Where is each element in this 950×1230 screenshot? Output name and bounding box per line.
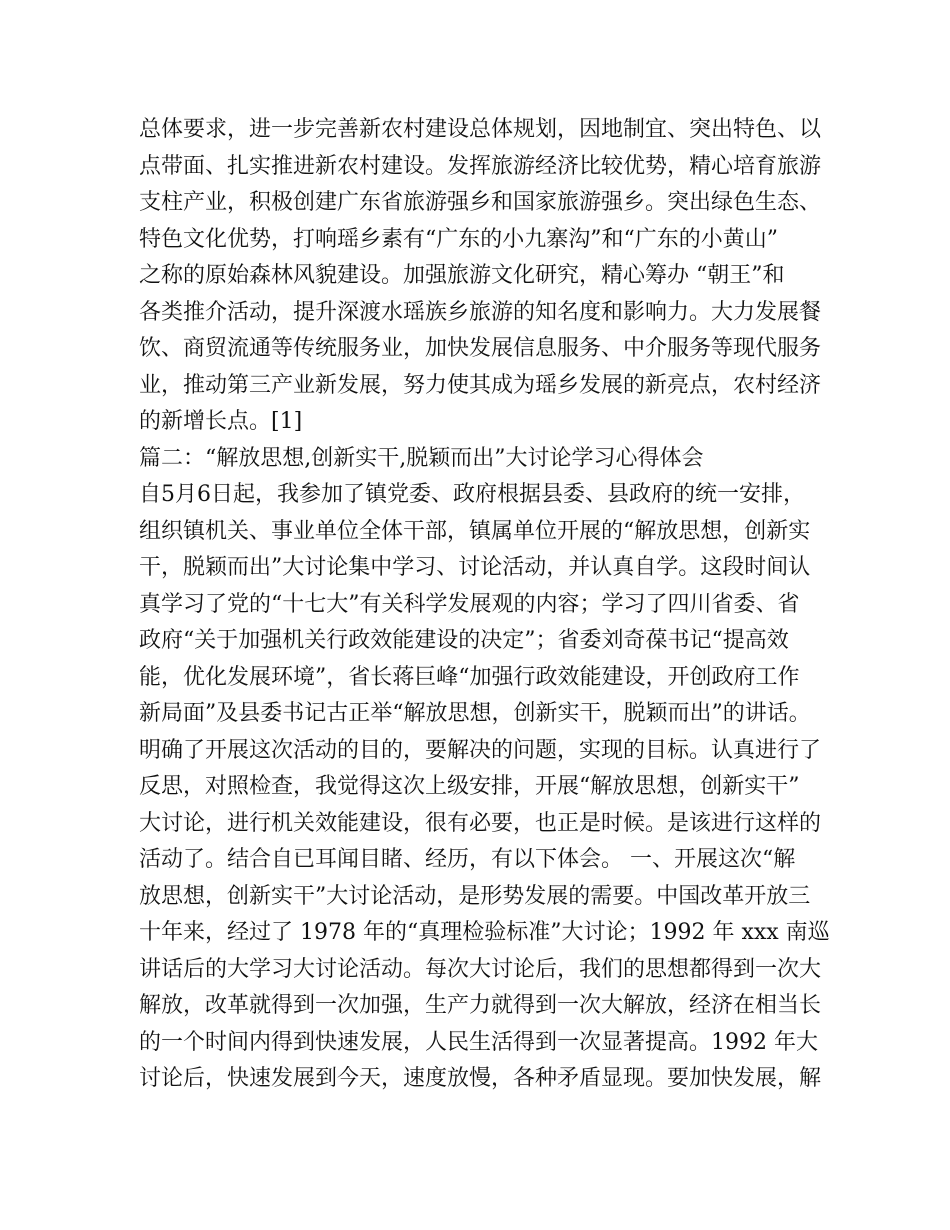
text-line: 政府“关于加强机关行政效能建设的决定”；省委刘奇葆书记“提高效 (139, 628, 789, 653)
text-line: 业，推动第三产业新发展，努力使其成为瑶乡发展的新亮点，农村经济 (139, 372, 822, 398)
text-line: 特色文化优势，打响瑶乡素有“广东的小九寨沟”和“广东的小黄山” (139, 226, 778, 252)
text-line: 放思想，创新实干”大讨论活动，是形势发展的需要。中国改革开放三 (139, 883, 811, 909)
text-line: 解放，改革就得到一次加强，生产力就得到一次大解放，经济在相当长 (139, 993, 822, 1018)
text-line: 新局面”及县委书记古正举“解放思想，创新实干，脱颖而出”的讲话。 (139, 701, 811, 726)
text-line: 反思，对照检查，我觉得这次上级安排，开展“解放思想，创新实干” (139, 774, 800, 799)
text-line: 干，脱颖而出”大讨论集中学习、讨论活动，并认真自学。这段时间认 (139, 555, 811, 580)
text-line: 活动了。结合自已耳闻目睹、经历，有以下体会。 一、开展这次“解 (139, 847, 796, 872)
text-line: 真学习了党的“十七大”有关科学发展观的内容；学习了四川省委、省 (139, 591, 800, 617)
text-line: 饮、商贸流通等传统服务业，加快发展信息服务、中介服务等现代服务 (139, 336, 822, 361)
text-line: 讨论后，快速发展到今天，速度放慢，各种矛盾显现。要加快发展，解 (139, 1066, 822, 1091)
text-line: 自5月6日起，我参加了镇党委、政府根据县委、县政府的统一安排， (139, 482, 805, 507)
section-heading: 篇二：“解放思想,创新实干,脱颖而出”大讨论学习心得体会 (139, 445, 704, 471)
text-line: 大讨论，进行机关效能建设，很有必要，也正是时候。是该进行这样的 (139, 810, 822, 836)
text-line: 能，优化发展环境”，省长蒋巨峰“加强行政效能建设，开创政府工作 (139, 664, 800, 690)
text-line: 组织镇机关、事业单位全体干部，镇属单位开展的“解放思想，创新实 (139, 518, 811, 544)
text-line: 十年来，经过了 1978 年的“真理检验标准”大讨论；1992 年 xxx 南巡 (139, 920, 830, 945)
text-line: 总体要求，进一步完善新农村建设总体规划，因地制宜、突出特色、以 (139, 117, 822, 142)
body-text (139, 112, 829, 1098)
text-line: 点带面、扎实推进新农村建设。发挥旅游经济比较优势，精心培育旅游 (139, 153, 822, 179)
text-line: 之称的原始森林风貌建设。加强旅游文化研究，精心筹办 “朝王”和 (139, 263, 785, 288)
text-line: 支柱产业，积极创建广东省旅游强乡和国家旅游强乡。突出绿色生态、 (139, 190, 822, 215)
text-line: 的新增长点。[1] (139, 409, 303, 434)
text-line: 各类推介活动，提升深渡水瑶族乡旅游的知名度和影响力。大力发展餐 (139, 299, 822, 325)
text-line: 讲话后的大学习大讨论活动。每次大讨论后，我们的思想都得到一次大 (139, 956, 822, 982)
text-line: 明确了开展这次活动的目的，要解决的问题，实现的目标。认真进行了 (139, 737, 822, 763)
text-line: 的一个时间内得到快速发展，人民生活得到一次显著提高。1992 年大 (139, 1029, 818, 1055)
